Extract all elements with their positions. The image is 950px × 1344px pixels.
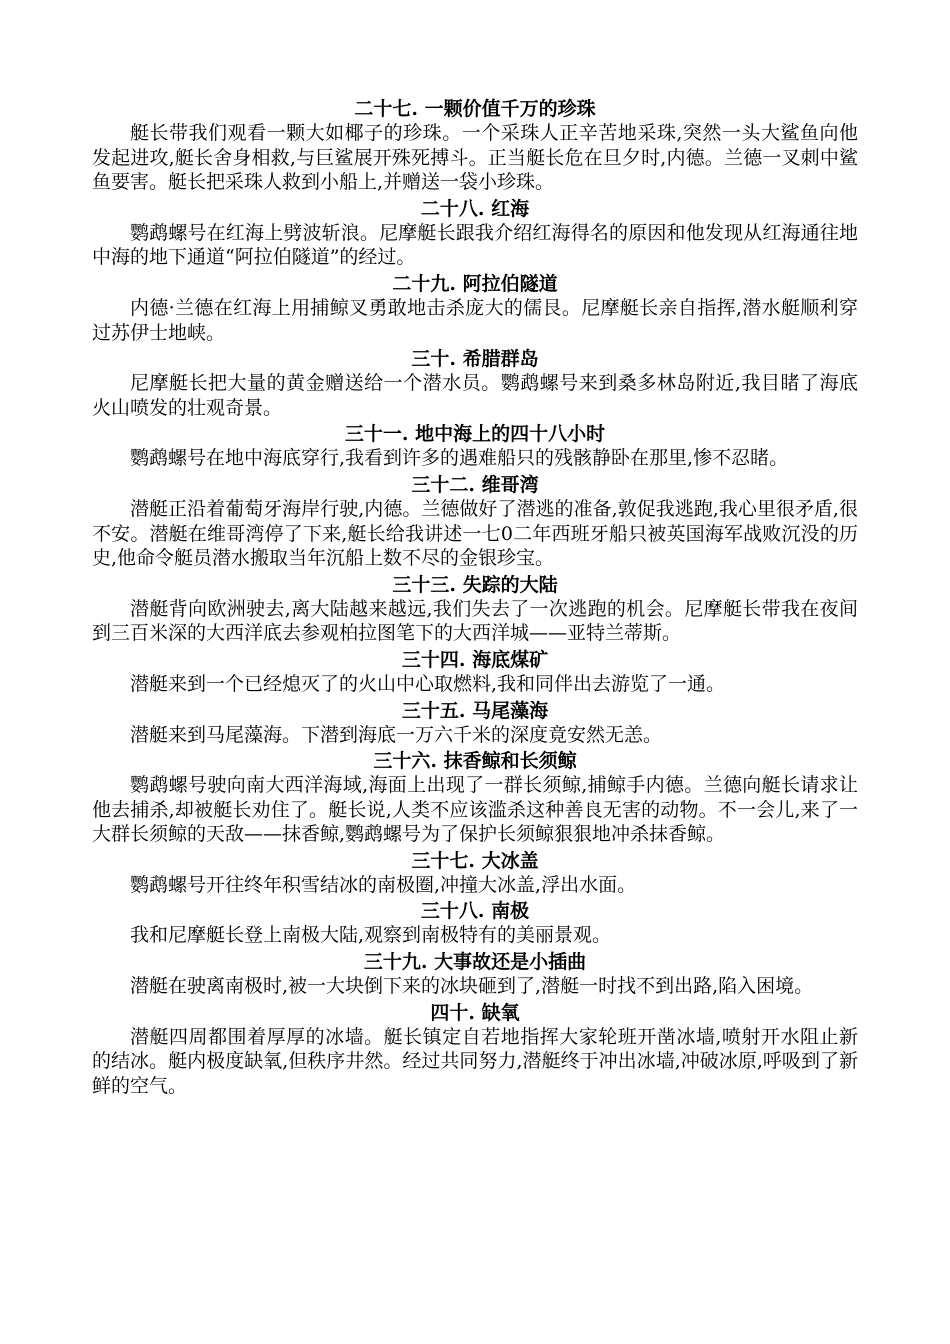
chapter-title: 三十一. 地中海上的四十八小时 <box>344 423 606 446</box>
chapter-title: 三十八. 南极 <box>420 900 530 923</box>
chapter-summary: 艇长带我们观看一颗大如椰子的珍珠。一个采珠人正辛苦地采珠,突然一头大鲨鱼向他发起进攻,艇长舍身相救,与巨鲨展开殊死搏斗。正当艇长危在旦夕时,内德。兰德一叉刺中鲨鱼要害。艇长把采珠人救到小船上,并赠送一袋小珍珠。 <box>92 122 858 194</box>
chapter-28 <box>92 195 858 270</box>
chapter-title: 二十八. 红海 <box>420 197 530 220</box>
chapter-summary: 潜艇来到一个已经熄灭了的火山中心取燃料,我和同伴出去游览了一通。 <box>130 672 726 695</box>
chapter-summary: 潜艇四周都围着厚厚的冰墙。艇长镇定自若地指挥大家轮班开凿冰墙,喷射开水阻止新的结冰。艇内极度缺氧,但秩序井然。经过共同努力,潜艇终于冲出冰墙,冲破冰原,呼吸到了新鲜的空气。 <box>92 1025 858 1097</box>
chapter-37 <box>92 847 858 898</box>
chapter-summary: 内德·兰德在红海上用捕鲸叉勇敢地击杀庞大的儒艮。尼摩艇长亲自指挥,潜水艇顺利穿过苏伊士地峡。 <box>92 296 858 344</box>
chapter-summary: 鹦鹉螺号开往终年积雪结冰的南极圈,冲撞大冰盖,浮出水面。 <box>130 873 637 896</box>
chapter-33 <box>92 571 858 646</box>
chapter-30 <box>92 345 858 420</box>
chapter-35 <box>92 697 858 748</box>
chapter-title: 三十六. 抹香鲸和长须鲸 <box>373 750 577 773</box>
chapter-title: 三十三. 失踪的大陆 <box>392 573 558 596</box>
chapter-27 <box>92 95 858 195</box>
chapter-title: 三十四. 海底煤矿 <box>401 648 549 671</box>
chapter-29 <box>92 270 858 345</box>
chapter-title: 三十. 希腊群岛 <box>411 348 539 371</box>
chapter-38 <box>92 897 858 948</box>
chapter-31 <box>92 420 858 471</box>
chapter-summary: 我和尼摩艇长登上南极大陆,观察到南极特有的美丽景观。 <box>130 924 612 947</box>
chapter-title: 三十七. 大冰盖 <box>411 849 539 872</box>
chapter-40 <box>92 999 858 1099</box>
chapter-title: 三十五. 马尾藻海 <box>401 699 549 722</box>
chapter-summary: 潜艇在驶离南极时,被一大块倒下来的冰块砸到了,潜艇一时找不到出路,陷入困境。 <box>130 975 814 998</box>
chapter-34 <box>92 646 858 697</box>
chapter-39 <box>92 948 858 999</box>
chapter-summary: 尼摩艇长把大量的黄金赠送给一个潜水员。鹦鹉螺号来到桑多林岛附近,我目睹了海底火山喷发的壮观奇景。 <box>92 372 858 419</box>
chapter-summary: 潜艇正沿着葡萄牙海岸行驶,内德。兰德做好了潜逃的准备,敦促我逃跑,我心里很矛盾,很不安。潜艇在维哥湾停了下来,艇长给我讲述一七0二年西班牙船只被英国海军战败沉没的历史,他命令艇员潜水搬取当年沉船上数不尽的金银珍宝。 <box>92 497 858 570</box>
chapter-title: 二十七. 一颗价值千万的珍珠 <box>354 98 596 120</box>
chapter-title: 三十二. 维哥湾 <box>411 473 539 496</box>
chapter-title: 二十九. 阿拉伯隧道 <box>392 272 558 295</box>
chapter-summary: 潜艇来到马尾藻海。下潜到海底一万六千米的深度竟安然无恙。 <box>130 723 663 746</box>
chapter-36 <box>92 747 858 847</box>
chapter-summary: 鹦鹉螺号在红海上劈波斩浪。尼摩艇长跟我介绍红海得名的原因和他发现从红海通往地中海的地下通道“阿拉伯隧道”的经过。 <box>92 221 858 269</box>
chapter-summary: 潜艇背向欧洲驶去,离大陆越来越远,我们失去了一次逃跑的机会。尼摩艇长带我在夜间到三百米深的大西洋底去参观柏拉图笔下的大西洋城——亚特兰蒂斯。 <box>92 597 858 645</box>
chapter-summary: 鹦鹉螺号驶向南大西洋海域,海面上出现了一群长须鲸,捕鲸手内德。兰德向艇长请求让他去捕杀,却被艇长劝住了。艇长说,人类不应该滥杀这种善良无害的动物。不一会儿,来了一大群长须鲸的天敌——抹香鲸,鹦鹉螺号为了保护长须鲸狠狠地冲杀抹香鲸。 <box>92 774 858 846</box>
chapter-title: 四十. 缺氧 <box>430 1001 520 1024</box>
chapter-title: 三十九. 大事故还是小插曲 <box>363 951 587 974</box>
chapter-32 <box>92 471 858 571</box>
chapter-summary: 鹦鹉螺号在地中海底穿行,我看到许多的遇难船只的残骸静卧在那里,惨不忍睹。 <box>130 447 789 470</box>
